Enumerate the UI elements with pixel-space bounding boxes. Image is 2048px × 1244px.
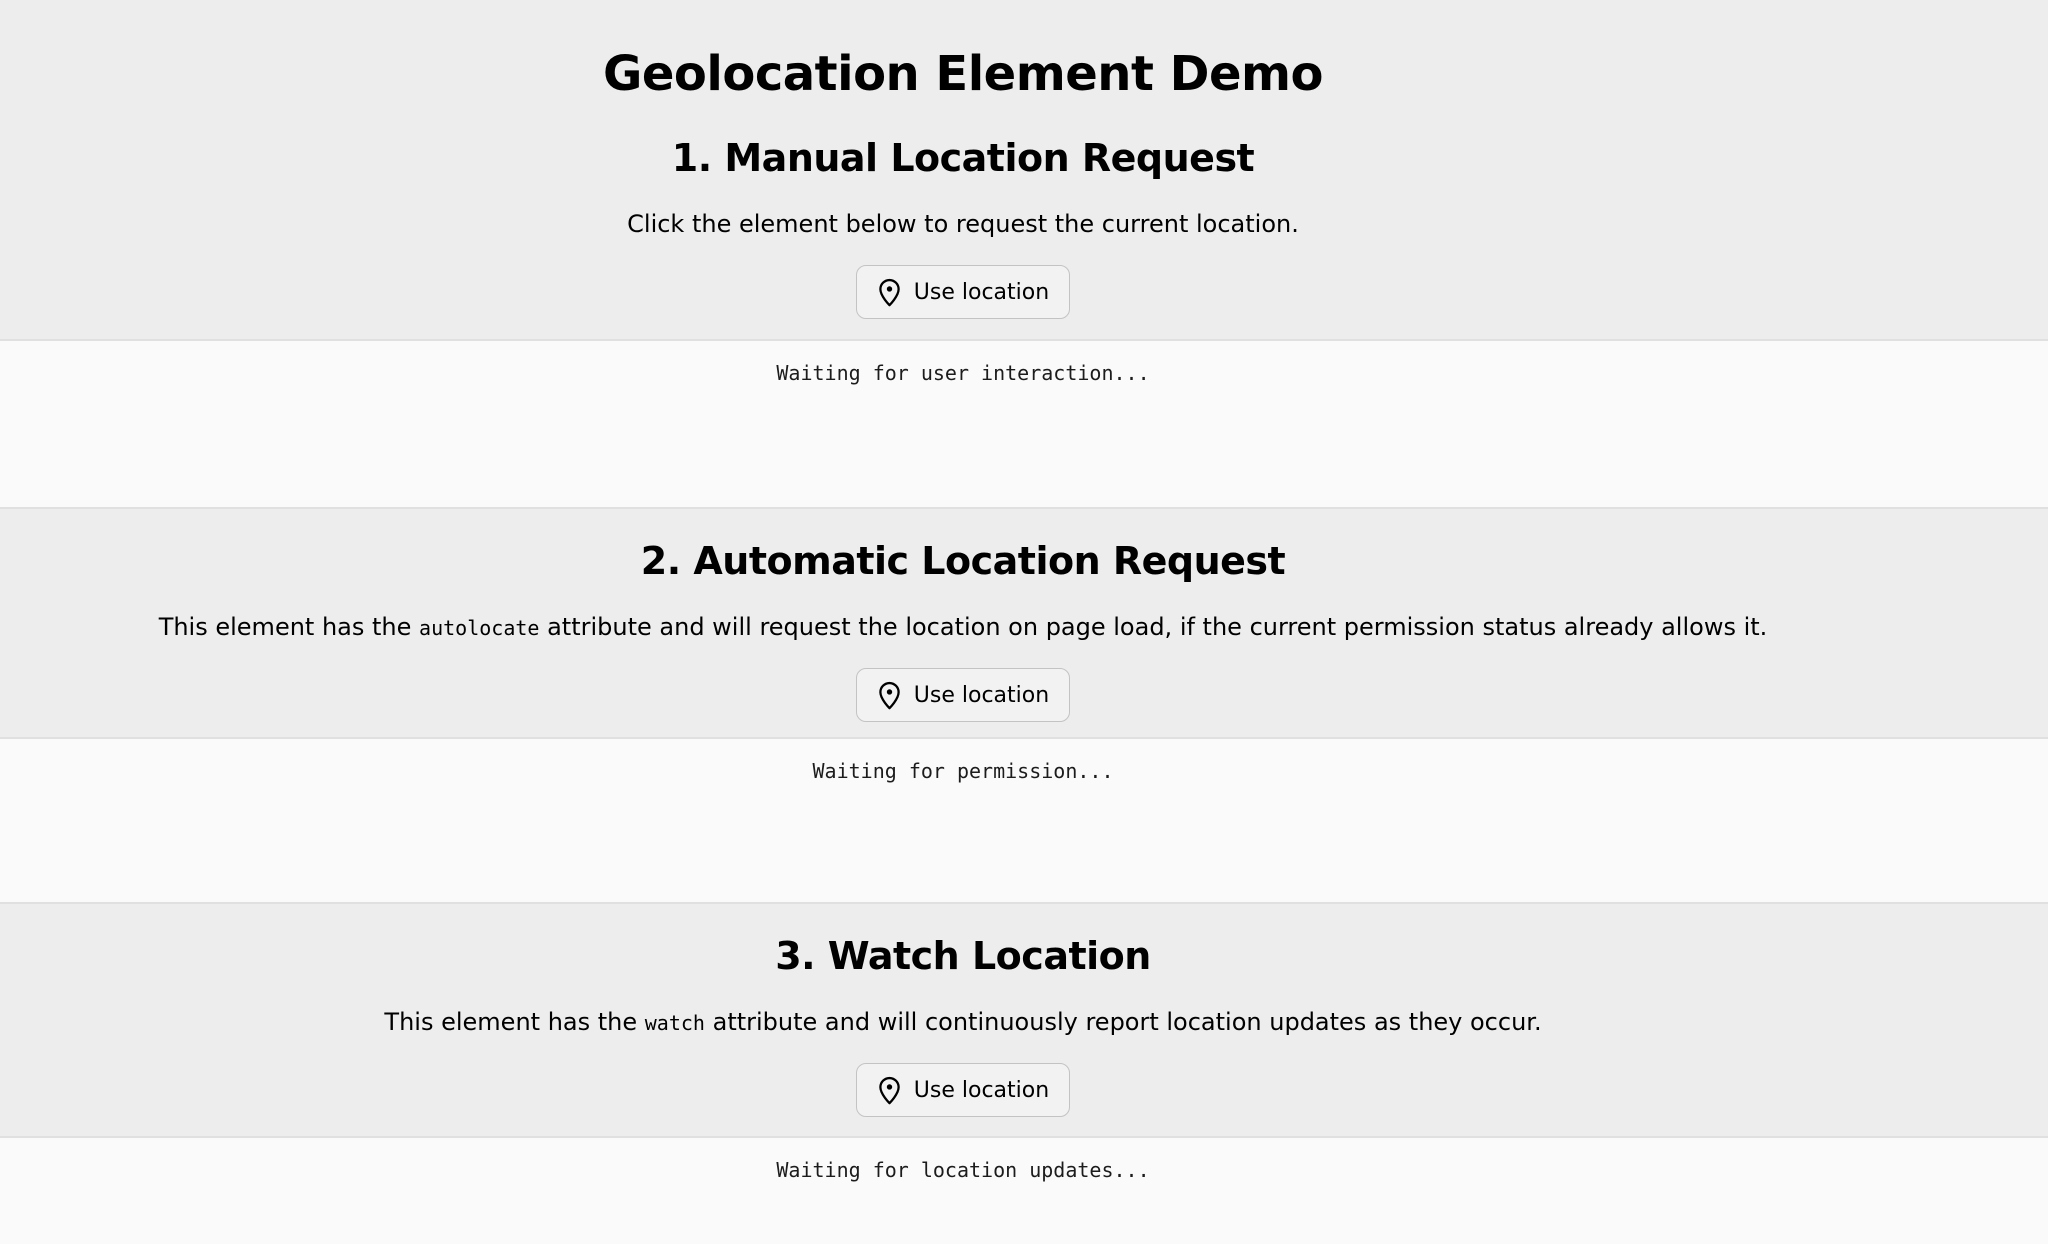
status-text: Waiting for user interaction... xyxy=(776,361,1150,385)
use-location-button-manual[interactable] xyxy=(856,265,1070,319)
location-pin-icon xyxy=(877,278,902,307)
section-heading-automatic: 2. Automatic Location Request xyxy=(640,539,1286,583)
use-location-label: Use location xyxy=(913,682,1050,708)
use-location-label: Use location xyxy=(913,279,1050,305)
attribute-code-autolocate: autolocate xyxy=(419,616,540,640)
page-title: Geolocation Element Demo xyxy=(602,46,1324,102)
status-output-manual xyxy=(0,339,2048,509)
location-pin-icon xyxy=(877,681,902,710)
use-location-button-watch[interactable] xyxy=(856,1063,1070,1117)
use-location-button-automatic[interactable] xyxy=(856,668,1070,722)
location-pin-icon xyxy=(877,1076,902,1105)
status-text: Waiting for location updates... xyxy=(776,1158,1150,1182)
description-text: This element has the xyxy=(158,613,420,641)
status-text: Waiting for permission... xyxy=(812,759,1114,783)
section-heading-manual: 1. Manual Location Request xyxy=(671,136,1255,180)
description-text: Click the element below to request the current location. xyxy=(627,210,1299,238)
section-heading-watch: 3. Watch Location xyxy=(775,934,1151,978)
description-text: This element has the xyxy=(384,1008,645,1036)
section-manual-location xyxy=(0,0,2048,339)
section-description-manual xyxy=(0,210,1926,238)
description-text-after: attribute and will request the location on page load, if the current permission status already allows it. xyxy=(539,613,1768,641)
attribute-code-watch: watch xyxy=(644,1011,705,1035)
status-output-watch xyxy=(0,1136,2048,1244)
section-description-watch xyxy=(0,1008,1926,1036)
section-automatic-location xyxy=(0,509,2048,737)
section-watch-location xyxy=(0,904,2048,1136)
status-output-automatic xyxy=(0,737,2048,904)
section-description-automatic xyxy=(0,613,1926,641)
description-text-after: attribute and will continuously report location updates as they occur. xyxy=(704,1008,1542,1036)
use-location-label: Use location xyxy=(913,1077,1050,1103)
